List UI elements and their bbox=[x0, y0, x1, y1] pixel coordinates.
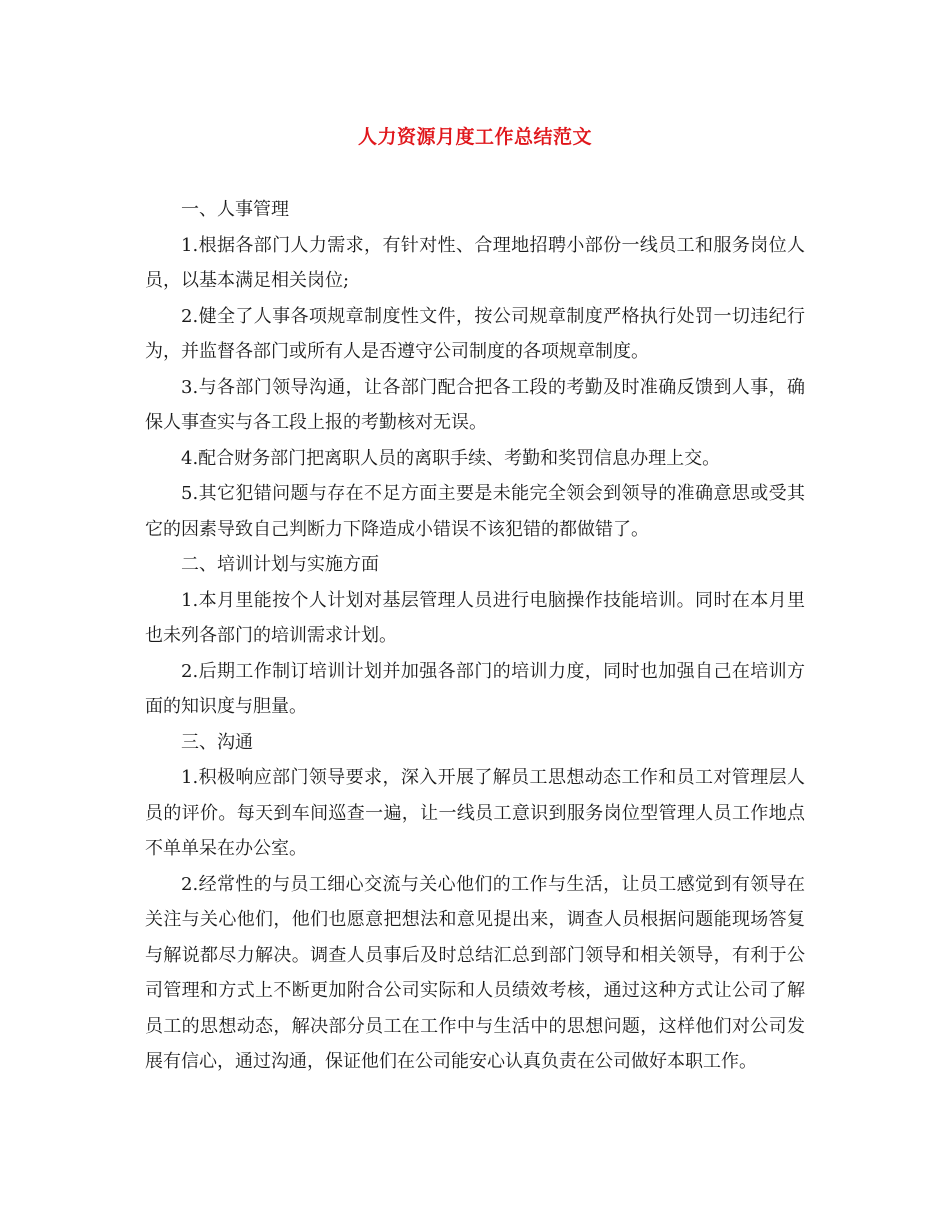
paragraph: 4.配合财务部门把离职人员的离职手续、考勤和奖罚信息办理上交。 bbox=[181, 447, 721, 469]
document-title: 人力资源月度工作总结范文 bbox=[357, 126, 592, 148]
paragraph: 1.本月里能按个人计划对基层管理人员进行电脑操作技能培训。同时在本月里也未列各部门的培训需求计划。 bbox=[145, 589, 805, 646]
paragraph: 2.健全了人事各项规章制度性文件，按公司规章制度严格执行处罚一切违纪行为，并监督各部门或所有人是否遵守公司制度的各项规章制度。 bbox=[145, 305, 805, 362]
section-heading-communication: 三、沟通 bbox=[181, 731, 253, 753]
paragraph: 2.后期工作制订培训计划并加强各部门的培训力度，同时也加强自己在培训方面的知识度与胆量。 bbox=[145, 660, 805, 717]
document-body bbox=[145, 192, 805, 1080]
section-heading-training: 二、培训计划与实施方面 bbox=[181, 554, 379, 575]
paragraph: 3.与各部门领导沟通，让各部门配合把各工段的考勤及时准确反馈到人事，确保人事查实与各工段上报的考勤核对无误。 bbox=[145, 376, 805, 433]
paragraph: 1.根据各部门人力需求，有针对性、合理地招聘小部份一线员工和服务岗位人员，以基本满足相关岗位; bbox=[145, 234, 805, 291]
paragraph: 2.经常性的与员工细心交流与关心他们的工作与生活，让员工感觉到有领导在关注与关心他们，他们也愿意把想法和意见提出来，调查人员根据问题能现场答复与解说都尽力解决。调查人员事后及时总结汇总到部门领导和相关领导，有利于公司管理和方式上不断更加附合公司实际和人员绩效考核，通过这种方式让公司了解员工的思想动态，解决部分员工在工作中与生活中的思想问题，这样他们对公司发展有信心，通过沟通，保证他们在公司能安心认真负责在公司做好本职工作。 bbox=[145, 873, 805, 1072]
section-heading-personnel: 一、人事管理 bbox=[181, 199, 289, 220]
paragraph: 5.其它犯错问题与存在不足方面主要是未能完全领会到领导的准确意思或受其它的因素导致自己判断力下降造成小错误不该犯错的都做错了。 bbox=[145, 483, 805, 540]
paragraph: 1.积极响应部门领导要求，深入开展了解员工思想动态工作和员工对管理层人员的评价。每天到车间巡查一遍，让一线员工意识到服务岗位型管理人员工作地点不单单呆在办公室。 bbox=[145, 767, 805, 859]
